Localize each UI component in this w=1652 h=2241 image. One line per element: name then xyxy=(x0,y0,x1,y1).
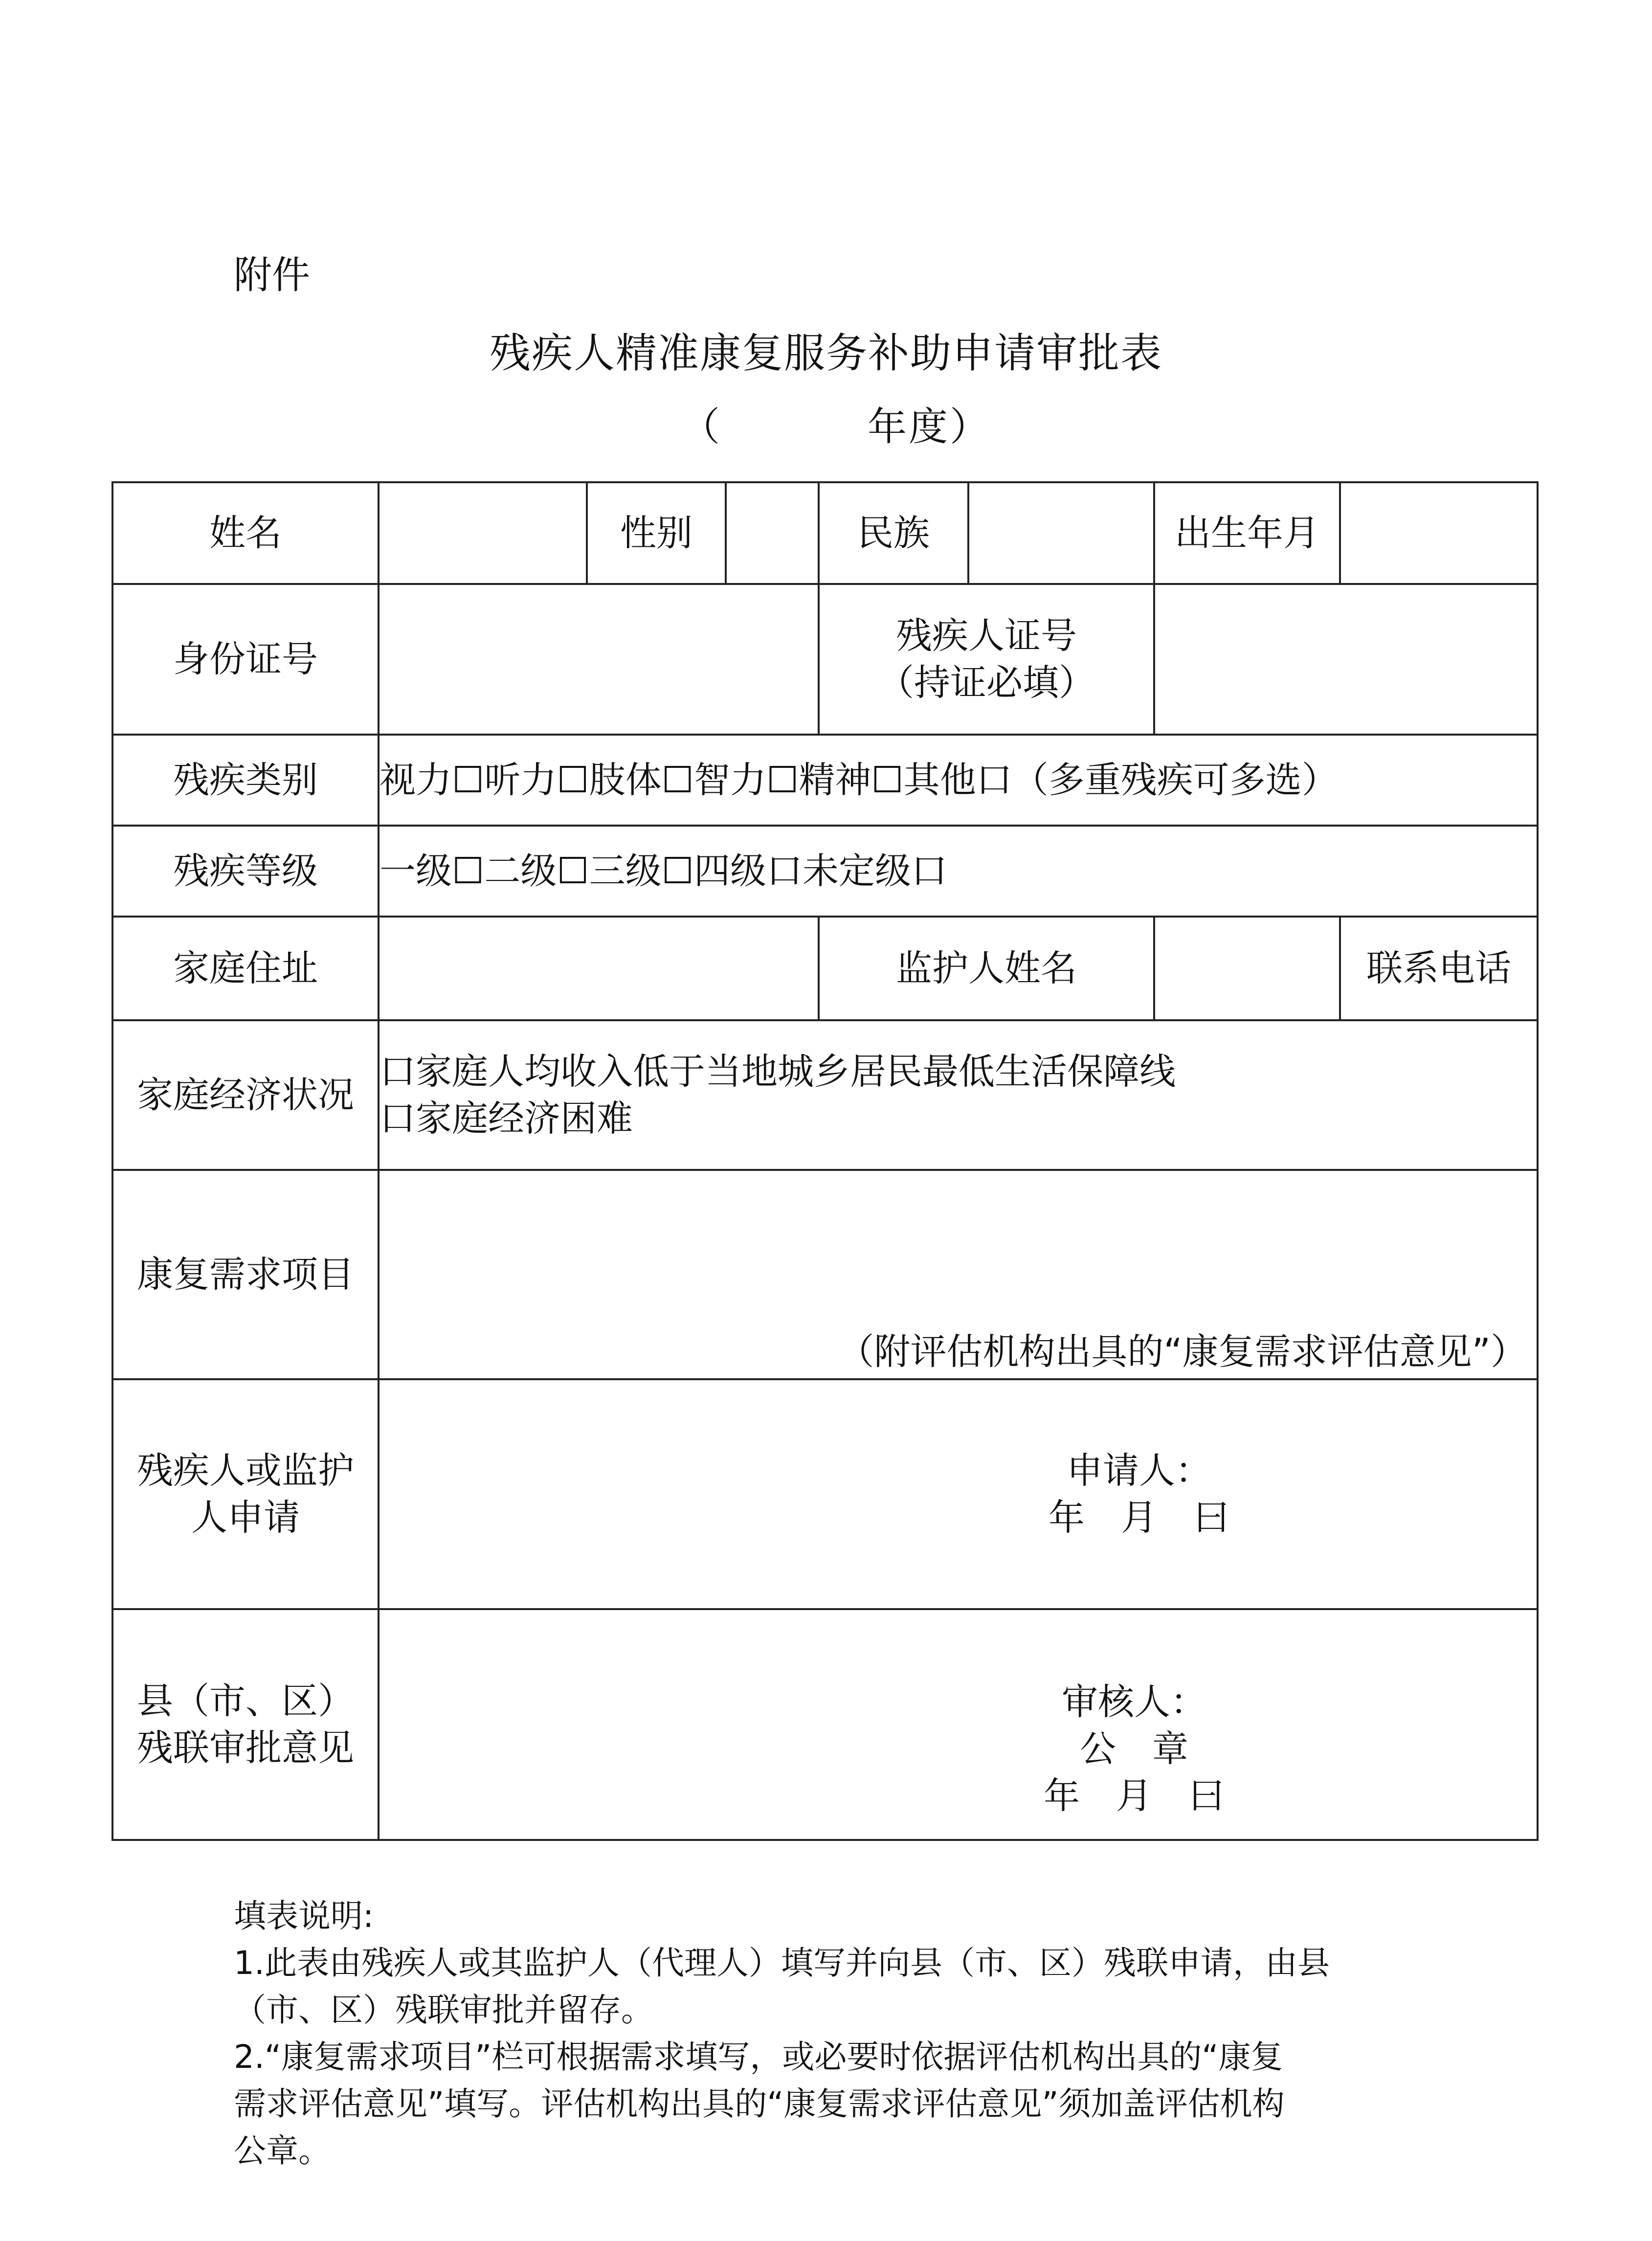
reviewer-label: 审核人： xyxy=(1062,1681,1206,1723)
category-options[interactable]: 视力☐听力☐肢体☐智力☐精神☐其他口（多重残疾可多选） xyxy=(379,735,1538,826)
applicant-label: 申请人： xyxy=(1067,1450,1211,1492)
row-application xyxy=(112,1379,1538,1609)
notes-line-5: 公章。 xyxy=(234,2132,331,2170)
disability-cert-label xyxy=(819,584,1154,735)
birth-label: 出生年月 xyxy=(1154,482,1340,584)
grade-options[interactable]: 一级☐二级☐三级☐四级口未定级口 xyxy=(379,826,1538,917)
needs-note: （附评估机构出具的“康复需求评估意见”） xyxy=(838,1331,1527,1373)
row-category xyxy=(112,735,1538,826)
apply-date: 年 月 曰 xyxy=(1049,1497,1229,1539)
economy-options[interactable] xyxy=(379,1020,1538,1170)
approve-label-line1: 县（市、区） xyxy=(137,1680,354,1722)
ethnicity-field[interactable] xyxy=(968,482,1154,584)
name-field[interactable] xyxy=(379,482,587,584)
year-paren-open: （ xyxy=(681,404,720,449)
notes-heading: 填表说明: xyxy=(234,1897,374,1935)
guardian-label: 监护人姓名 xyxy=(819,917,1154,1020)
disability-cert-field[interactable] xyxy=(1154,584,1538,735)
approve-label-line2: 残联审批意见 xyxy=(137,1727,354,1769)
apply-label-line1: 残疾人或监护 xyxy=(137,1450,354,1492)
guardian-field[interactable] xyxy=(1154,917,1340,1020)
phone-label: 联系电话 xyxy=(1366,947,1511,989)
row-grade xyxy=(112,826,1538,917)
address-field[interactable] xyxy=(379,917,819,1020)
ethnicity-label: 民族 xyxy=(819,482,968,584)
row-id xyxy=(112,584,1538,735)
id-label: 身份证号 xyxy=(112,584,379,735)
row-needs xyxy=(112,1170,1538,1379)
id-field[interactable] xyxy=(379,584,819,735)
disability-cert-label-line1: 残疾人证号 xyxy=(896,615,1077,657)
notes-line-2: （市、区）残联审批并留存。 xyxy=(234,1991,653,2029)
row-basic-info xyxy=(112,482,1538,584)
grade-label: 残疾等级 xyxy=(112,826,379,917)
name-label: 姓名 xyxy=(112,482,379,584)
category-label: 残疾类别 xyxy=(112,735,379,826)
disability-cert-label-line2: （持证必填） xyxy=(878,662,1095,704)
approve-date: 年 月 曰 xyxy=(1044,1775,1225,1817)
needs-label: 康复需求项目 xyxy=(112,1170,379,1379)
apply-label-line2: 人申请 xyxy=(191,1497,300,1539)
row-economy xyxy=(112,1020,1538,1170)
economy-option-low-income[interactable]: 口家庭人均收入低于当地城乡居民最低生活保障线 xyxy=(380,1051,1176,1093)
needs-field[interactable] xyxy=(379,1170,1538,1379)
notes-line-1: 1.此表由残疾人或其监护人（代理人）填写并向县（市、区）残联申请，由县 xyxy=(234,1944,1330,1982)
approve-field[interactable] xyxy=(379,1609,1538,1840)
gender-field[interactable] xyxy=(726,482,819,584)
apply-field[interactable] xyxy=(379,1379,1538,1609)
application-form-table xyxy=(112,481,1539,1841)
attachment-label: 附件 xyxy=(234,253,311,297)
row-approval xyxy=(112,1609,1538,1840)
apply-label xyxy=(112,1379,379,1609)
economy-option-hardship[interactable]: 口家庭经济困难 xyxy=(380,1098,633,1140)
economy-label: 家庭经济状况 xyxy=(112,1020,379,1170)
approve-label xyxy=(112,1609,379,1840)
phone-cell xyxy=(1340,917,1538,1020)
address-label: 家庭住址 xyxy=(112,917,379,1020)
notes-line-3: 2.“康复需求项目”栏可根据需求填写，或必要时依据评估机构出具的“康复 xyxy=(234,2038,1283,2076)
gender-label: 性别 xyxy=(587,482,726,584)
form-title: 残疾人精准康复服务补助申请审批表 xyxy=(489,329,1162,377)
seal-label: 公 章 xyxy=(1080,1728,1188,1770)
birth-field[interactable] xyxy=(1340,482,1538,584)
notes-line-4: 需求评估意见”填写。评估机构出具的“康复需求评估意见”须加盖评估机构 xyxy=(234,2085,1285,2123)
row-address xyxy=(112,917,1538,1020)
year-label: 年度） xyxy=(868,404,991,449)
